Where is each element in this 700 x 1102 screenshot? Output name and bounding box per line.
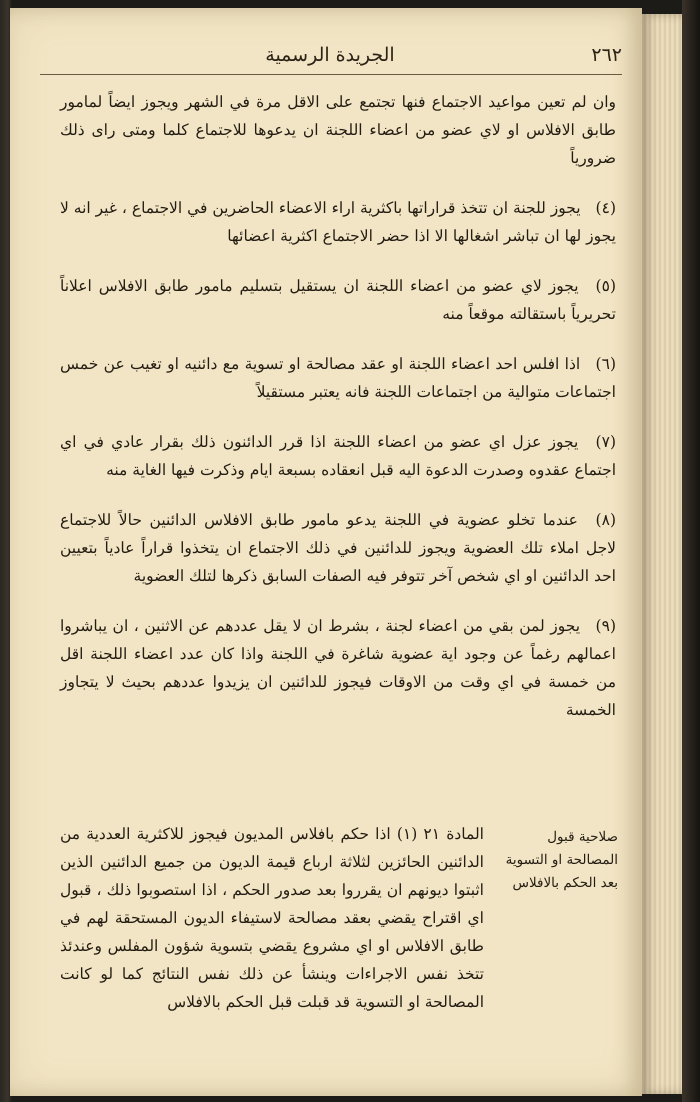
paragraph-number: (٨) [595, 511, 616, 529]
header-rule [40, 74, 622, 75]
paragraph-number: (٦) [595, 355, 616, 373]
paragraph-text: يجوز عزل اي عضو من اعضاء اللجنة اذا قرر الدائنون ذلك بقرار عادي في اي اجتماع عقدوه وصدرت الدعوة اليه قبل انعقاده بسبعة ايام وذكرت فيها الغاية منه [60, 433, 616, 479]
book-edge [682, 0, 700, 1102]
margin-note: صلاحية قبول المصالحة او التسوية بعد الحكم بالافلاس [505, 829, 618, 891]
paragraph-number: (٥) [595, 277, 616, 295]
page-edges [642, 14, 682, 1094]
paragraph-text: يجوز لمن بقي من اعضاء لجنة ، بشرط ان لا يقل عددهم عن الاثنين ، ان يباشروا اعمالهم رغماً عن وجود اية عضوية شاغرة في اللجنة واذا كان عدد اعضاء اللجنة اقل من خمسة في اي وقت من الاوقات فيجوز للدائنين ان يزيدوا عددهم بحيث لا يتجاوز الخمسة [60, 617, 616, 719]
paragraph-continuation [60, 88, 616, 172]
paragraph-9 [60, 612, 616, 724]
paragraph-text: اذا افلس احد اعضاء اللجنة او عقد مصالحة او تسوية مع دائنيه او تغيب عن خمس اجتماعات متوالية من اجتماعات اللجنة فانه يعتبر مستقيلاً [60, 355, 616, 401]
paragraph-number: (٩) [595, 617, 616, 635]
article-text: المادة ٢١ (١) اذا حكم بافلاس المديون فيجوز للاكثرية العددية من الدائنين الحائزين لثلاثة ارباع قيمة الديون من جميع الدائنين الذين اثبتوا ديونهم ان يقرروا بعد صدور الحكم ، اذا استصوبوا ذلك ، قبول اي اقتراح يقضي بعقد مصالحة لاستيفاء الديون المستحقة لهم في طابق الافلاس او اي مشروع يقضي بتسوية شؤون المفلس وعندئذ تتخذ نفس الاجراءات وينشأ عن ذلك نفس النتائج كما لو كانت المصالحة او التسوية قد قبلت قبل الحكم بالافلاس [60, 825, 484, 1011]
paragraph-number: (٤) [595, 199, 616, 217]
article-21 [60, 820, 484, 1016]
paragraph-6 [60, 350, 616, 406]
paragraph-text: يجوز للجنة ان تتخذ قراراتها باكثرية اراء الاعضاء الحاضرين في الاجتماع ، غير انه لا يجوز لها ان تباشر اشغالها الا اذا حضر الاجتماع اكثرية اعضائها [60, 199, 616, 245]
paragraph-7 [60, 428, 616, 484]
paragraph-4 [60, 194, 616, 250]
paragraph-8 [60, 506, 616, 590]
paragraph-5 [60, 272, 616, 328]
page-number: ٢٦٢ [591, 44, 622, 66]
paragraph-text: يجوز لاي عضو من اعضاء اللجنة ان يستقيل بتسليم مامور طابق الافلاس اعلاناً تحريرياً باستقالته موقعاً منه [60, 277, 616, 323]
page-header [38, 42, 622, 72]
paragraph-number: (٧) [595, 433, 616, 451]
paragraph-text: عندما تخلو عضوية في اللجنة يدعو مامور طابق الافلاس الدائنين حالاً للاجتماع لاجل املاء تلك العضوية ويجوز للدائنين في ذلك الاجتماع ان يتخذوا قراراً عادياً بتعيين احد الدائنين او اي شخص آخر تتوفر فيه الصفات السابق ذكرها لتلك العضوية [60, 511, 616, 585]
paragraph-text: وان لم تعين مواعيد الاجتماع فنها تجتمع على الاقل مرة في الشهر ويجوز ايضاً لمامور طابق الافلاس او لاي عضو من اعضاء اللجنة ان يدعوها للاجتماع كلما ومتى راى ذلك ضرورياً [60, 93, 616, 167]
body-text [60, 88, 616, 746]
running-title: الجريدة الرسمية [265, 44, 395, 66]
